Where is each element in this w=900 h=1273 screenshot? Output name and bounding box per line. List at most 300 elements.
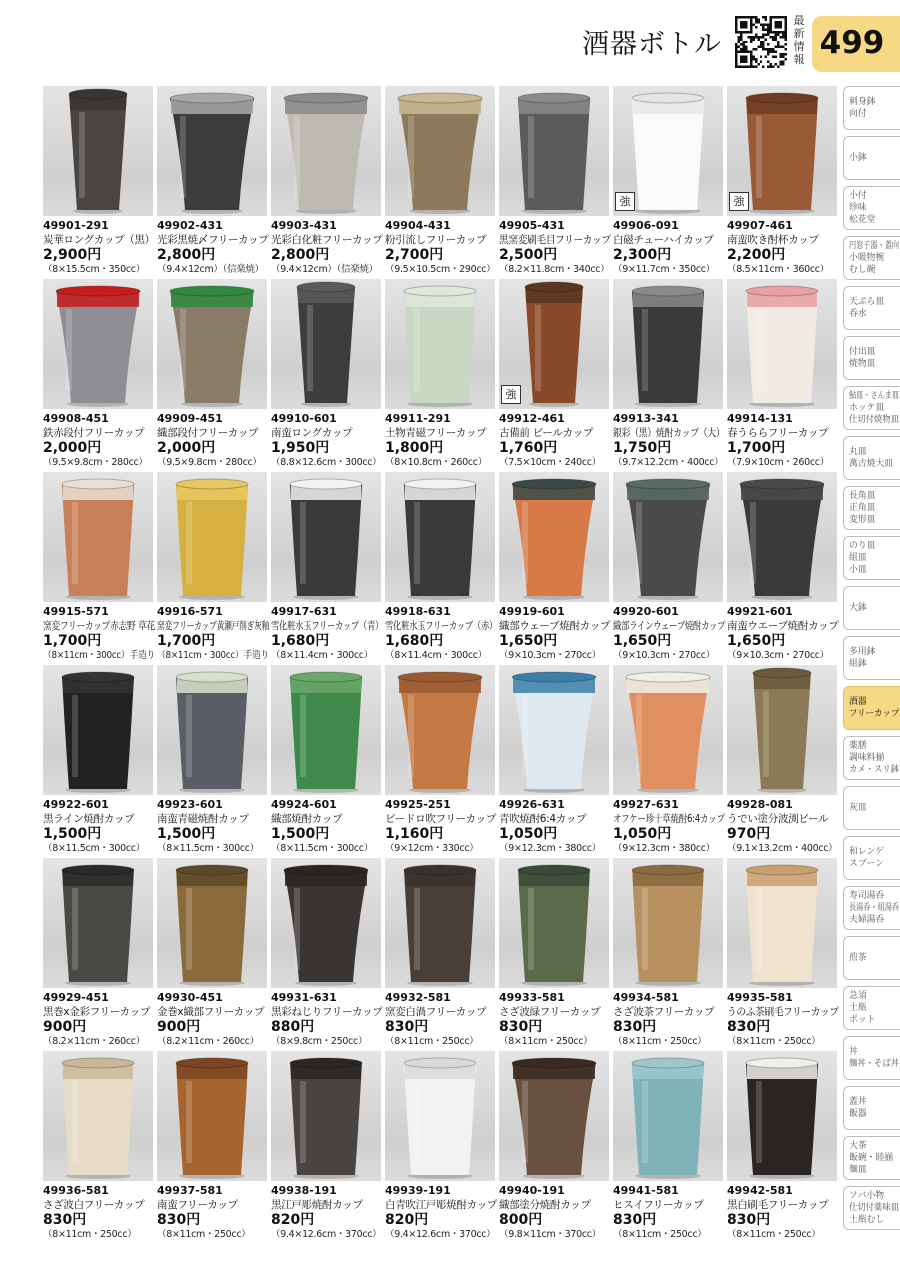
product-card[interactable] [727,86,841,276]
sidebar-tab-label: 薬膳 [849,741,867,751]
product-price: 2,000円 [157,440,216,456]
product-photo[interactable] [157,472,267,602]
product-spec: （9.5×9.8cm・280cc） [43,457,148,468]
product-name: 織部ラインウェーブ焼酎カップ [613,620,726,632]
product-spec: （8×11cm・250cc） [727,1229,821,1240]
cup-mouth [512,672,596,682]
product-price: 830円 [157,1212,201,1228]
product-card[interactable] [271,472,385,662]
cup-illustration [43,858,153,988]
product-photo[interactable] [499,472,609,602]
cup-mouth [284,865,368,875]
product-spec: （8×11cm・300cc）手造り [157,650,270,661]
sidebar-tab-label: 長湯呑・組湯呑 [849,903,900,913]
product-card[interactable] [385,472,499,662]
product-code: 49940-191 [499,1184,565,1197]
strong-badge: 強 [729,192,749,211]
product-photo[interactable] [499,1051,609,1181]
product-photo[interactable] [271,279,381,409]
product-card[interactable] [499,858,613,1048]
product-card[interactable] [385,1051,499,1241]
product-code: 49933-581 [499,991,565,1004]
product-code: 49905-431 [499,219,565,232]
sidebar-tab[interactable] [843,486,900,530]
product-spec: （9.1×13.2cm・400cc） [727,843,838,854]
product-card[interactable] [727,472,841,662]
cup-mouth [56,286,140,296]
cup-highlight [186,502,192,584]
product-card[interactable] [271,279,385,469]
product-photo[interactable] [613,665,723,795]
product-photo[interactable] [271,86,381,216]
product-card[interactable] [613,279,727,469]
product-name: さざ波緑フリーカップ [499,1006,601,1018]
cup-illustration [727,665,837,795]
product-spec: （8×11cm・250cc） [727,1036,821,1047]
cup-illustration [157,279,267,409]
sidebar-tab-label: 大茶 [849,1141,867,1151]
cup-illustration [613,858,723,988]
product-card[interactable] [499,472,613,662]
cup-mouth [632,1058,704,1068]
cup-highlight [535,305,541,391]
product-card[interactable] [271,1051,385,1241]
product-name: 南蛮吹き酎杯カップ [727,234,819,246]
sidebar-tab[interactable] [843,736,900,780]
sidebar-tab[interactable] [843,686,900,730]
product-photo[interactable] [727,472,837,602]
sidebar-tab-label: 仕切付焼物皿 [849,415,900,425]
product-photo[interactable] [43,279,153,409]
cup-highlight [642,888,648,970]
cup-highlight [186,695,192,777]
product-photo[interactable] [727,1051,837,1181]
cup-highlight [756,1081,762,1163]
sidebar-tab-label: のり皿 [849,541,876,551]
product-price: 1,950円 [271,440,330,456]
product-spec: （8.8×12.6cm・300cc） [271,457,382,468]
sidebar-tab-label: ポット [849,1015,876,1025]
product-card[interactable] [43,858,157,1048]
product-name: 南蛮ウエーブ焼酎カップ [727,620,839,632]
product-code: 49928-081 [727,798,793,811]
cup-illustration [271,279,381,409]
product-code: 49922-601 [43,798,109,811]
cup-illustration [613,665,723,795]
product-code: 49902-431 [157,219,223,232]
product-name: 雪化粧水玉フリーカップ（青） [271,620,384,632]
product-card[interactable] [727,665,841,855]
product-photo[interactable] [43,858,153,988]
product-name: 雪化粧水玉フリーカップ（赤） [385,620,498,632]
product-photo[interactable] [727,279,837,409]
product-card[interactable] [385,279,499,469]
product-photo[interactable] [613,858,723,988]
product-code: 49942-581 [727,1184,793,1197]
page-number: 499 [819,25,885,61]
cup-illustration [613,472,723,602]
cup-mouth [176,479,248,489]
sidebar-tab[interactable] [843,436,900,480]
product-spec: （8.2×11.8cm・340cc） [499,264,610,275]
product-photo[interactable] [157,86,267,216]
cup-mouth [632,286,704,296]
product-card[interactable] [43,279,157,469]
product-price: 1,500円 [157,826,216,842]
sidebar-tab-label: 萬古焼大皿 [849,459,894,469]
sidebar-tab[interactable] [843,936,900,980]
cup-highlight [300,695,306,777]
product-card[interactable] [43,665,157,855]
product-card[interactable] [43,1051,157,1241]
product-name: 光彩白化粧フリーカップ [271,234,383,246]
product-name: さざ波白フリーカップ [43,1199,145,1211]
sidebar-tab-label: スプーン [849,859,884,869]
cup-mouth [525,282,583,292]
product-price: 830円 [727,1019,771,1035]
product-name: 南蛮フリーカップ [157,1199,238,1211]
sidebar-tab[interactable] [843,186,900,230]
sidebar-tab[interactable] [843,986,900,1030]
product-price: 2,900円 [43,247,102,263]
cup-highlight [636,502,642,584]
product-photo[interactable] [43,472,153,602]
cup-illustration [385,86,495,216]
product-card[interactable] [727,1051,841,1241]
product-code: 49918-631 [385,605,451,618]
product-name: ビードロ吹フリーカップ [385,813,497,825]
product-spec: （7.9×10cm・260cc） [727,457,829,468]
product-price: 2,000円 [43,440,102,456]
product-name: 青吹焼酎6:4カップ [499,813,587,825]
product-card[interactable] [613,858,727,1048]
cup-illustration [157,86,267,216]
product-photo[interactable] [613,472,723,602]
product-spec: （8×11cm・250cc） [613,1229,707,1240]
product-spec: （9×12.3cm・380cc） [613,843,715,854]
product-photo[interactable] [499,665,609,795]
product-photo[interactable] [271,858,381,988]
cup-mouth [176,865,248,875]
product-price: 1,500円 [271,826,330,842]
product-spec: （9.7×12.2cm・400cc） [613,457,724,468]
product-name: 織部ウェーブ焼酎カップ [499,620,611,632]
product-card[interactable] [271,665,385,855]
product-spec: （8×9.8cm・250cc） [271,1036,368,1047]
product-photo[interactable] [385,665,495,795]
sidebar-tab-label: 組鉢 [849,659,867,669]
product-name: 織部段付フリーカップ [157,427,259,439]
product-name: 光彩黒焼〆フリーカップ [157,234,269,246]
product-price: 880円 [271,1019,315,1035]
product-card[interactable] [499,86,613,276]
cup-mouth [62,672,134,682]
product-card[interactable] [499,1051,613,1241]
cup-mouth [518,93,590,103]
sidebar-tab-label: 麺丼・そば丼 [849,1059,900,1069]
cup-mouth [290,1058,362,1068]
cup-illustration [499,665,609,795]
cup-highlight [756,116,762,198]
product-price: 900円 [157,1019,201,1035]
product-name: うのふ茶刷毛フリーカップ [727,1006,839,1018]
cup-illustration [727,279,837,409]
cup-highlight [642,309,648,391]
product-spec: （8×11cm・250cc） [385,1036,479,1047]
sidebar-tab-label: カメ・スリ鉢 [849,765,900,775]
sidebar-tab[interactable] [843,1086,900,1130]
product-name: 南蛮青磁焼酎カップ [157,813,249,825]
product-code: 49920-601 [613,605,679,618]
cup-mouth [404,865,476,875]
product-price: 1,050円 [613,826,672,842]
cup-highlight [414,309,420,391]
cup-highlight [642,1081,648,1163]
product-spec: （8×11.5cm・300cc） [271,843,373,854]
product-spec: （8×11cm・250cc） [43,1229,137,1240]
product-photo[interactable] [157,1051,267,1181]
latest-info-label: 最新情報 [793,14,805,66]
product-code: 49913-341 [613,412,679,425]
product-price: 820円 [385,1212,429,1228]
cup-highlight [528,888,534,970]
product-spec: （9.8×11cm・370cc） [499,1229,601,1240]
product-card[interactable] [157,279,271,469]
product-price: 1,650円 [613,633,672,649]
sidebar-tab-label: 麺皿 [849,1165,867,1175]
product-photo[interactable] [157,858,267,988]
product-price: 1,700円 [43,633,102,649]
sidebar-tab[interactable] [843,786,900,830]
product-card[interactable] [271,858,385,1048]
sidebar-tab-label: 向付 [849,109,867,119]
cup-highlight [294,888,300,970]
cup-highlight [522,502,528,584]
product-spec: （9×12cm・330cc） [385,843,479,854]
sidebar-tab-label: 灰皿 [849,803,867,813]
product-spec: （9.4×12cm）（信楽焼） [157,264,264,275]
product-spec: （8×11.5cm・300cc） [157,843,259,854]
product-card[interactable] [499,665,613,855]
sidebar-tab[interactable] [843,336,900,380]
product-photo[interactable] [157,665,267,795]
product-price: 2,500円 [499,247,558,263]
product-code: 49911-291 [385,412,451,425]
sidebar-tab-label: 多用鉢 [849,647,876,657]
product-spec: （8×11.5cm・300cc） [43,843,145,854]
sidebar-tab-label: 小鉢 [849,153,867,163]
cup-highlight [408,695,414,777]
cup-highlight [72,1081,78,1163]
sidebar-tab-label: 和レンゲ [849,847,884,857]
product-name: 黒窯変刷毛目フリーカップ [499,234,611,246]
product-card[interactable] [157,1051,271,1241]
product-spec: （8.5×11cm・360cc） [727,264,829,275]
product-card[interactable] [499,279,613,469]
product-card[interactable] [385,858,499,1048]
product-photo[interactable] [385,86,495,216]
product-card[interactable] [727,858,841,1048]
product-code: 49903-431 [271,219,337,232]
product-card[interactable] [385,86,499,276]
cup-highlight [750,502,756,584]
cup-highlight [414,888,420,970]
product-spec: （9.5×9.8cm・280cc） [157,457,262,468]
product-card[interactable] [157,86,271,276]
product-price: 1,050円 [499,826,558,842]
product-photo[interactable] [613,279,723,409]
product-photo[interactable] [271,1051,381,1181]
cup-illustration [385,665,495,795]
sidebar-tab[interactable] [843,136,900,180]
product-price: 1,650円 [499,633,558,649]
product-photo[interactable] [727,665,837,795]
sidebar-tab[interactable] [843,86,900,130]
product-card[interactable] [727,279,841,469]
product-spec: （9.4×12.6cm・370cc） [385,1229,496,1240]
cup-illustration [271,858,381,988]
cup-mouth [746,1058,818,1068]
product-photo[interactable] [157,279,267,409]
cup-illustration [499,86,609,216]
product-spec: （9.4×12.6cm・370cc） [271,1229,382,1240]
cup-mouth [170,286,254,296]
sidebar-tab-label: 飯碗・睦揃 [849,1153,894,1163]
product-name: 黒巻x金彩フリーカップ [43,1006,151,1018]
cup-highlight [79,112,85,198]
cup-mouth [404,1058,476,1068]
sidebar-tab[interactable] [843,586,900,630]
product-price: 2,800円 [157,247,216,263]
product-photo[interactable] [43,665,153,795]
product-spec: （9×10.3cm・270cc） [727,650,829,661]
cup-mouth [170,93,254,103]
product-photo[interactable] [499,858,609,988]
product-code: 49941-581 [613,1184,679,1197]
product-price: 2,300円 [613,247,672,263]
sidebar-tab[interactable] [843,1136,900,1180]
cup-illustration [43,86,153,216]
cup-mouth [512,479,596,489]
product-code: 49937-581 [157,1184,223,1197]
product-price: 830円 [385,1019,429,1035]
product-card[interactable] [613,472,727,662]
product-card[interactable] [157,858,271,1048]
product-spec: （8×11cm・250cc） [613,1036,707,1047]
cup-illustration [157,858,267,988]
product-spec: （9×11.7cm・350cc） [613,264,715,275]
product-photo[interactable] [385,279,495,409]
sidebar-tab[interactable] [843,636,900,680]
sidebar-tab[interactable] [843,1186,900,1230]
product-photo[interactable] [385,1051,495,1181]
product-card[interactable] [271,86,385,276]
product-card[interactable] [43,86,157,276]
product-photo[interactable] [499,86,609,216]
product-card[interactable] [613,86,727,276]
product-code: 49932-581 [385,991,451,1004]
product-name: 銀彩（黒）焼酎カップ（大） [613,427,725,439]
cup-body [69,94,127,210]
product-price: 1,650円 [727,633,786,649]
cup-highlight [408,116,414,198]
product-code: 49929-451 [43,991,109,1004]
product-code: 49921-601 [727,605,793,618]
sidebar-tab[interactable] [843,386,900,430]
product-price: 2,800円 [271,247,330,263]
product-photo[interactable] [271,472,381,602]
product-card[interactable] [613,1051,727,1241]
product-code: 49931-631 [271,991,337,1004]
cup-highlight [186,888,192,970]
product-code: 49907-461 [727,219,793,232]
product-spec: （8.2×11cm・260cc） [157,1036,259,1047]
sidebar-tab-label: 飯器 [849,1109,867,1119]
product-photo[interactable] [385,858,495,988]
cup-illustration [385,279,495,409]
cup-mouth [297,282,355,292]
product-code: 49936-581 [43,1184,109,1197]
cup-illustration [385,858,495,988]
cup-highlight [300,1081,306,1163]
sidebar-tab[interactable] [843,886,900,930]
cup-highlight [180,309,186,391]
sidebar-tab[interactable] [843,1036,900,1080]
product-photo[interactable] [613,1051,723,1181]
product-name: 金巻x織部フリーカップ [157,1006,265,1018]
cup-mouth [404,479,476,489]
cup-highlight [414,502,420,584]
cup-mouth [290,672,362,682]
cup-mouth [62,479,134,489]
cup-highlight [522,1081,528,1163]
product-card[interactable] [613,665,727,855]
product-code: 49930-451 [157,991,223,1004]
product-photo[interactable] [271,665,381,795]
product-photo[interactable] [43,86,153,216]
cup-mouth [398,672,482,682]
cup-body [753,673,811,789]
cup-highlight [636,695,642,777]
product-code: 49938-191 [271,1184,337,1197]
cup-highlight [72,888,78,970]
product-photo[interactable] [727,858,837,988]
product-card[interactable] [157,665,271,855]
product-card[interactable] [385,665,499,855]
sidebar-tab-label: ソバ小物 [849,1191,885,1201]
product-photo[interactable] [43,1051,153,1181]
product-card[interactable] [157,472,271,662]
sidebar-tab-label: 刺身鉢 [849,97,876,107]
sidebar-tab-label: 煎茶 [849,953,867,963]
product-code: 49923-601 [157,798,223,811]
cup-mouth [632,865,704,875]
sidebar-tab-label: 蓋丼 [849,1097,867,1107]
sidebar-tab[interactable] [843,536,900,580]
cup-mouth [626,479,710,489]
sidebar-tab[interactable] [843,286,900,330]
cup-illustration [613,1051,723,1181]
sidebar-tab[interactable] [843,236,900,280]
product-card[interactable] [43,472,157,662]
cup-illustration [271,665,381,795]
product-code: 49914-131 [727,412,793,425]
product-price: 830円 [613,1212,657,1228]
sidebar-tab[interactable] [843,836,900,880]
cup-illustration [499,1051,609,1181]
product-code: 49927-631 [613,798,679,811]
product-photo[interactable] [385,472,495,602]
